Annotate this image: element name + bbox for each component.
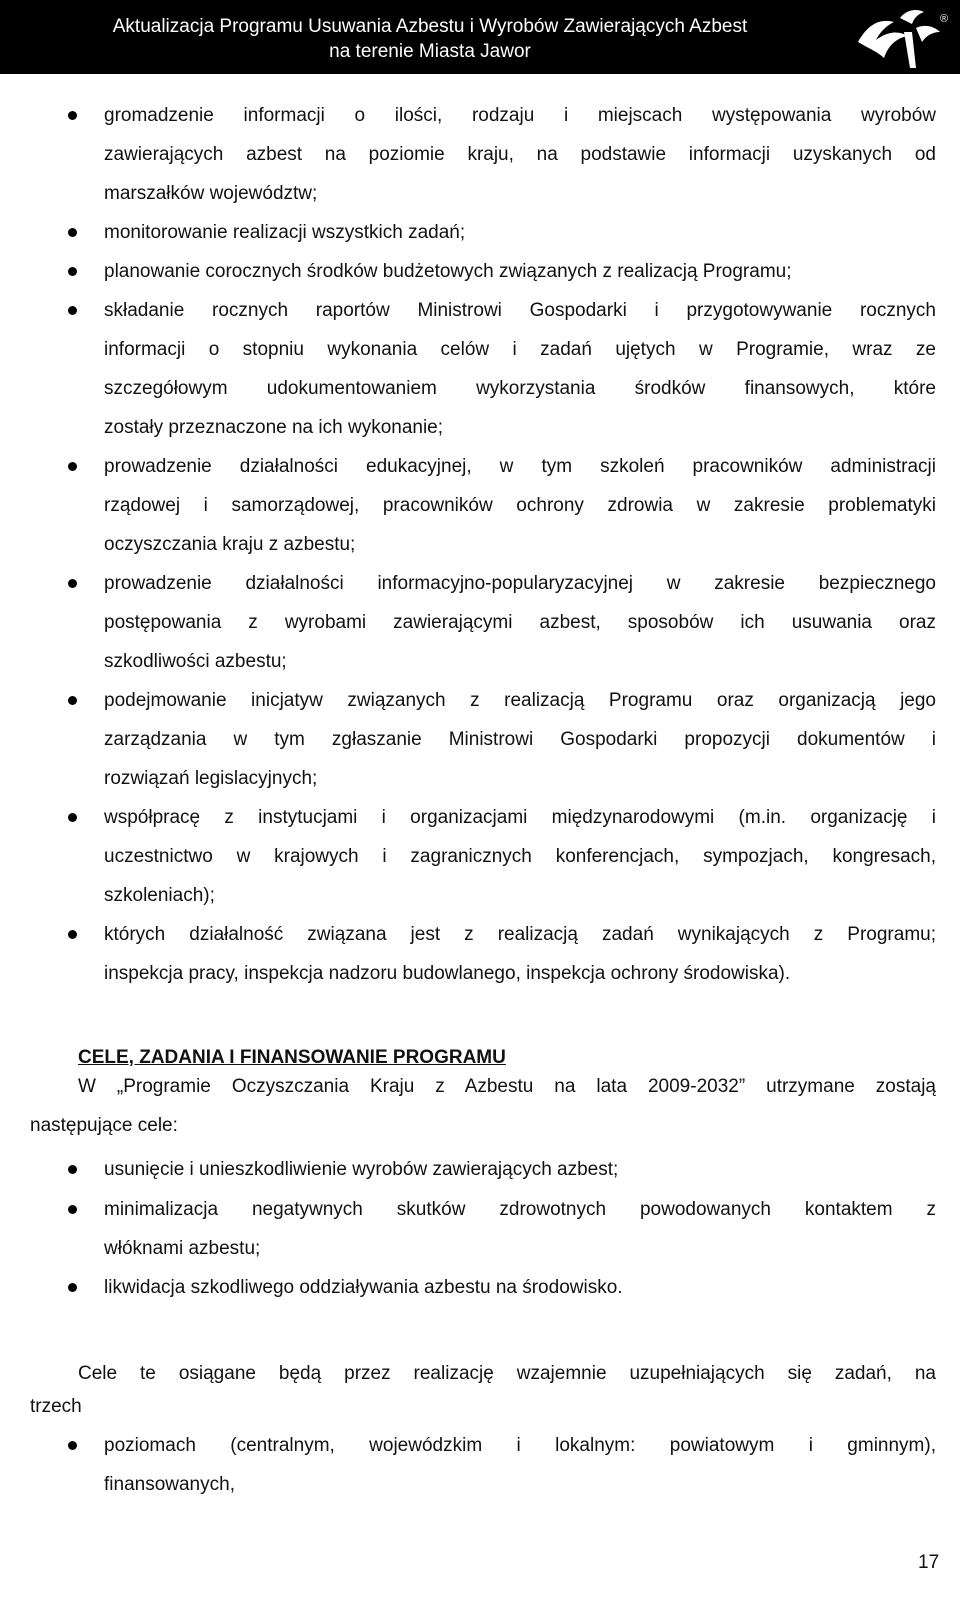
bullet-icon bbox=[68, 1205, 77, 1214]
list-item-line: rządowej i samorządowej, pracowników ochrony zdrowia w zakresie problematyki bbox=[104, 495, 936, 516]
bullet-icon bbox=[68, 462, 77, 471]
list-item-line: monitorowanie realizacji wszystkich zadań; bbox=[104, 222, 466, 243]
list-item-line: gromadzenie informacji o ilości, rodzaju i miejscach występowania wyrobów bbox=[104, 105, 936, 126]
levels-intro-line-1: Cele te osiągane będą przez realizację wzajemnie uzupełniających się zadań, na bbox=[78, 1363, 936, 1384]
list-item-line: marszałków województw; bbox=[104, 183, 318, 204]
header-title-line-1: Aktualizacja Programu Usuwania Azbestu i Wyrobów Zawierających Azbest bbox=[112, 16, 748, 37]
list-item bbox=[104, 915, 936, 993]
list-item-line: zawierających azbest na poziomie kraju, na podstawie informacji uzyskanych od bbox=[104, 144, 936, 165]
list-item bbox=[104, 1426, 936, 1504]
list-item-line: szczegółowym udokumentowaniem wykorzystania środków finansowych, które bbox=[104, 378, 936, 399]
intro-line-2: następujące cele: bbox=[30, 1115, 178, 1136]
svg-text:®: ® bbox=[940, 13, 949, 25]
list-item-line: inspekcja pracy, inspekcja nadzoru budowlanego, inspekcja ochrony środowiska). bbox=[104, 963, 791, 984]
list-item-line: oczyszczania kraju z azbestu; bbox=[104, 534, 356, 555]
list-item-line: postępowania z wyrobami zawierającymi azbest, sposobów ich usuwania oraz bbox=[104, 612, 936, 633]
list-item-line: minimalizacja negatywnych skutków zdrowotnych powodowanych kontaktem z bbox=[104, 1199, 936, 1220]
bullet-icon bbox=[68, 267, 77, 276]
list-item-line: współpracę z instytucjami i organizacjami międzynarodowymi (m.in. organizację i bbox=[104, 807, 936, 828]
list-item-line: zostały przeznaczone na ich wykonanie; bbox=[104, 417, 444, 438]
list-item bbox=[104, 564, 936, 681]
list-item bbox=[104, 798, 936, 915]
page-header bbox=[0, 0, 960, 74]
list-item bbox=[104, 213, 936, 252]
header-title-line-2: na terenie Miasta Jawor bbox=[329, 41, 531, 62]
list-item bbox=[104, 291, 936, 447]
bullet-icon bbox=[68, 930, 77, 939]
bullet-icon bbox=[68, 579, 77, 588]
list-item-line: zarządzania w tym zgłaszanie Ministrowi Gospodarki propozycji dokumentów i bbox=[104, 729, 936, 750]
list-item-line: uczestnictwo w krajowych i zagranicznych konferencjach, sympozjach, kongresach, bbox=[104, 846, 936, 867]
header-title bbox=[0, 14, 860, 64]
list-item-line: szkodliwości azbestu; bbox=[104, 651, 287, 672]
list-item bbox=[104, 1268, 936, 1307]
bullet-icon bbox=[68, 111, 77, 120]
list-item-line: szkoleniach); bbox=[104, 885, 215, 906]
list-item bbox=[104, 1190, 936, 1268]
levels-intro-paragraph-cont bbox=[30, 1387, 936, 1426]
list-item-line: prowadzenie działalności informacyjno-popularyzacyjnej w zakresie bezpiecznego bbox=[104, 573, 936, 594]
list-item bbox=[104, 681, 936, 798]
section-heading: CELE, ZADANIA I FINANSOWANIE PROGRAMU bbox=[78, 1047, 506, 1068]
list-item-line: podejmowanie inicjatyw związanych z realizacją Programu oraz organizacją jego bbox=[104, 690, 936, 711]
bullet-icon bbox=[68, 1283, 77, 1292]
list-item-line: finansowanych, bbox=[104, 1474, 235, 1495]
intro-paragraph bbox=[78, 1067, 936, 1106]
list-item-line: poziomach (centralnym, wojewódzkim i lokalnym: powiatowym i gminnym), bbox=[104, 1435, 936, 1456]
list-item bbox=[104, 252, 936, 291]
list-item-line: włóknami azbestu; bbox=[104, 1238, 261, 1259]
list-item bbox=[104, 96, 936, 213]
bullet-icon bbox=[68, 306, 77, 315]
list-item-line: których działalność związana jest z realizacją zadań wynikających z Programu; bbox=[104, 924, 936, 945]
list-item-line: informacji o stopniu wykonania celów i zadań ujętych w Programie, wraz ze bbox=[104, 339, 936, 360]
bird-tree-logo-icon bbox=[850, 2, 956, 72]
list-item-line: planowanie corocznych środków budżetowych związanych z realizacją Programu; bbox=[104, 261, 792, 282]
list-item-line: rozwiązań legislacyjnych; bbox=[104, 768, 318, 789]
bullet-icon bbox=[68, 696, 77, 705]
bullet-icon bbox=[68, 228, 77, 237]
list-item bbox=[104, 1150, 936, 1189]
list-item-line: likwidacja szkodliwego oddziaływania azbestu na środowisko. bbox=[104, 1277, 623, 1298]
list-item-line: składanie rocznych raportów Ministrowi Gospodarki i przygotowywanie rocznych bbox=[104, 300, 936, 321]
bullet-icon bbox=[68, 1165, 77, 1174]
intro-line-1: W „Programie Oczyszczania Kraju z Azbestu na lata 2009-2032” utrzymane zostają bbox=[78, 1076, 936, 1097]
bullet-icon bbox=[68, 813, 77, 822]
intro-paragraph-cont bbox=[30, 1106, 936, 1145]
levels-intro-line-2: trzech bbox=[30, 1396, 82, 1417]
list-item-line: usunięcie i unieszkodliwienie wyrobów zawierających azbest; bbox=[104, 1159, 619, 1180]
list-item bbox=[104, 447, 936, 564]
bullet-icon bbox=[68, 1441, 77, 1450]
page-number: 17 bbox=[918, 1552, 940, 1573]
list-item-line: prowadzenie działalności edukacyjnej, w tym szkoleń pracowników administracji bbox=[104, 456, 936, 477]
